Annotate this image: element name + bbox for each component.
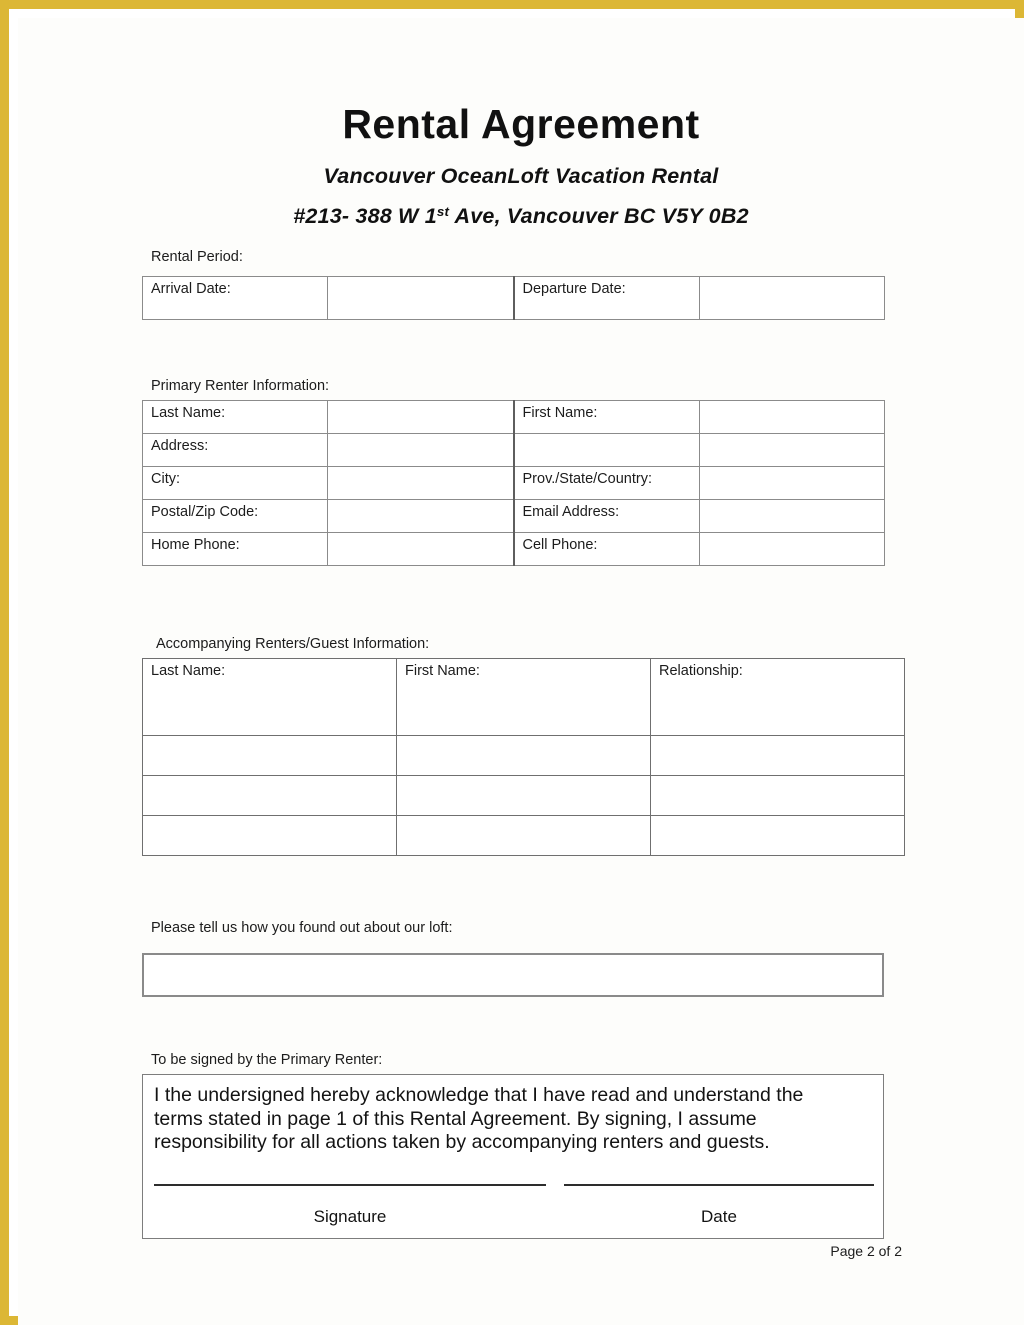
rental-period-table — [142, 276, 885, 320]
table-row — [143, 277, 885, 320]
guest-first-name-field[interactable] — [397, 736, 651, 776]
departure-date-label: Departure Date: — [514, 277, 700, 320]
document-content — [18, 18, 1024, 1325]
guest-last-name-header: Last Name: — [143, 659, 397, 736]
province-state-country-label: Prov./State/Country: — [514, 467, 700, 500]
cell-phone-label: Cell Phone: — [514, 533, 700, 566]
guest-last-name-field[interactable] — [143, 776, 397, 816]
address-field[interactable] — [328, 434, 514, 467]
section-label-referral: Please tell us how you found out about our loft: — [151, 920, 453, 936]
section-label-rental-period: Rental Period: — [151, 249, 243, 265]
guest-information-table — [142, 658, 905, 856]
document-subtitle-address — [18, 204, 1024, 229]
table-row — [143, 467, 885, 500]
table-row — [143, 500, 885, 533]
section-label-signature: To be signed by the Primary Renter: — [151, 1052, 383, 1068]
guest-relationship-field[interactable] — [651, 816, 905, 856]
page-sheet — [18, 18, 1024, 1325]
signature-line[interactable] — [154, 1184, 546, 1186]
address-label: Address: — [143, 434, 328, 467]
first-name-label: First Name: — [514, 401, 700, 434]
table-row — [143, 434, 885, 467]
city-label: City: — [143, 467, 328, 500]
postal-zip-label: Postal/Zip Code: — [143, 500, 328, 533]
table-row — [143, 816, 905, 856]
guest-relationship-field[interactable] — [651, 776, 905, 816]
email-address-field[interactable] — [700, 500, 885, 533]
document-subtitle-property: Vancouver OceanLoft Vacation Rental — [323, 164, 719, 188]
first-name-field[interactable] — [700, 401, 885, 434]
guest-relationship-field[interactable] — [651, 736, 905, 776]
postal-zip-field[interactable] — [328, 500, 514, 533]
signature-block — [142, 1074, 884, 1239]
section-label-primary-renter: Primary Renter Information: — [151, 378, 330, 394]
date-line[interactable] — [564, 1184, 874, 1186]
signature-caption: Signature — [313, 1207, 387, 1226]
cell-phone-field[interactable] — [700, 533, 885, 566]
address-extra-label — [514, 434, 700, 467]
arrival-date-field[interactable] — [328, 277, 514, 320]
page-number-footer: Page 2 of 2 — [830, 1243, 902, 1259]
guest-last-name-field[interactable] — [143, 736, 397, 776]
address-prefix: #213- 388 W 1 — [293, 204, 437, 228]
last-name-label: Last Name: — [143, 401, 328, 434]
home-phone-label: Home Phone: — [143, 533, 328, 566]
table-row — [143, 533, 885, 566]
date-caption: Date — [701, 1207, 737, 1226]
address-extra-field[interactable] — [700, 434, 885, 467]
guest-last-name-field[interactable] — [143, 816, 397, 856]
table-row — [143, 401, 885, 434]
city-field[interactable] — [328, 467, 514, 500]
last-name-field[interactable] — [328, 401, 514, 434]
table-header-row — [143, 659, 905, 736]
guest-first-name-field[interactable] — [397, 776, 651, 816]
primary-renter-table — [142, 400, 885, 566]
referral-input[interactable] — [142, 953, 884, 997]
acknowledgement-text: I the undersigned hereby acknowledge that I have read and understand the terms stated in page 1 of this Rental Agreement. By signing, I assume responsibility for all actions taken by accompanying renters and guests. — [154, 1084, 804, 1153]
table-row — [143, 736, 905, 776]
table-row — [143, 776, 905, 816]
guest-first-name-field[interactable] — [397, 816, 651, 856]
page-title: Rental Agreement — [342, 101, 700, 147]
guest-first-name-header: First Name: — [397, 659, 651, 736]
guest-relationship-header: Relationship: — [651, 659, 905, 736]
email-address-label: Email Address: — [514, 500, 700, 533]
address-suffix: Ave, Vancouver BC V5Y 0B2 — [449, 204, 749, 228]
home-phone-field[interactable] — [328, 533, 514, 566]
arrival-date-label: Arrival Date: — [143, 277, 328, 320]
departure-date-field[interactable] — [700, 277, 885, 320]
ordinal-suffix: st — [436, 204, 450, 220]
province-state-country-field[interactable] — [700, 467, 885, 500]
section-label-guests: Accompanying Renters/Guest Information: — [156, 636, 430, 652]
